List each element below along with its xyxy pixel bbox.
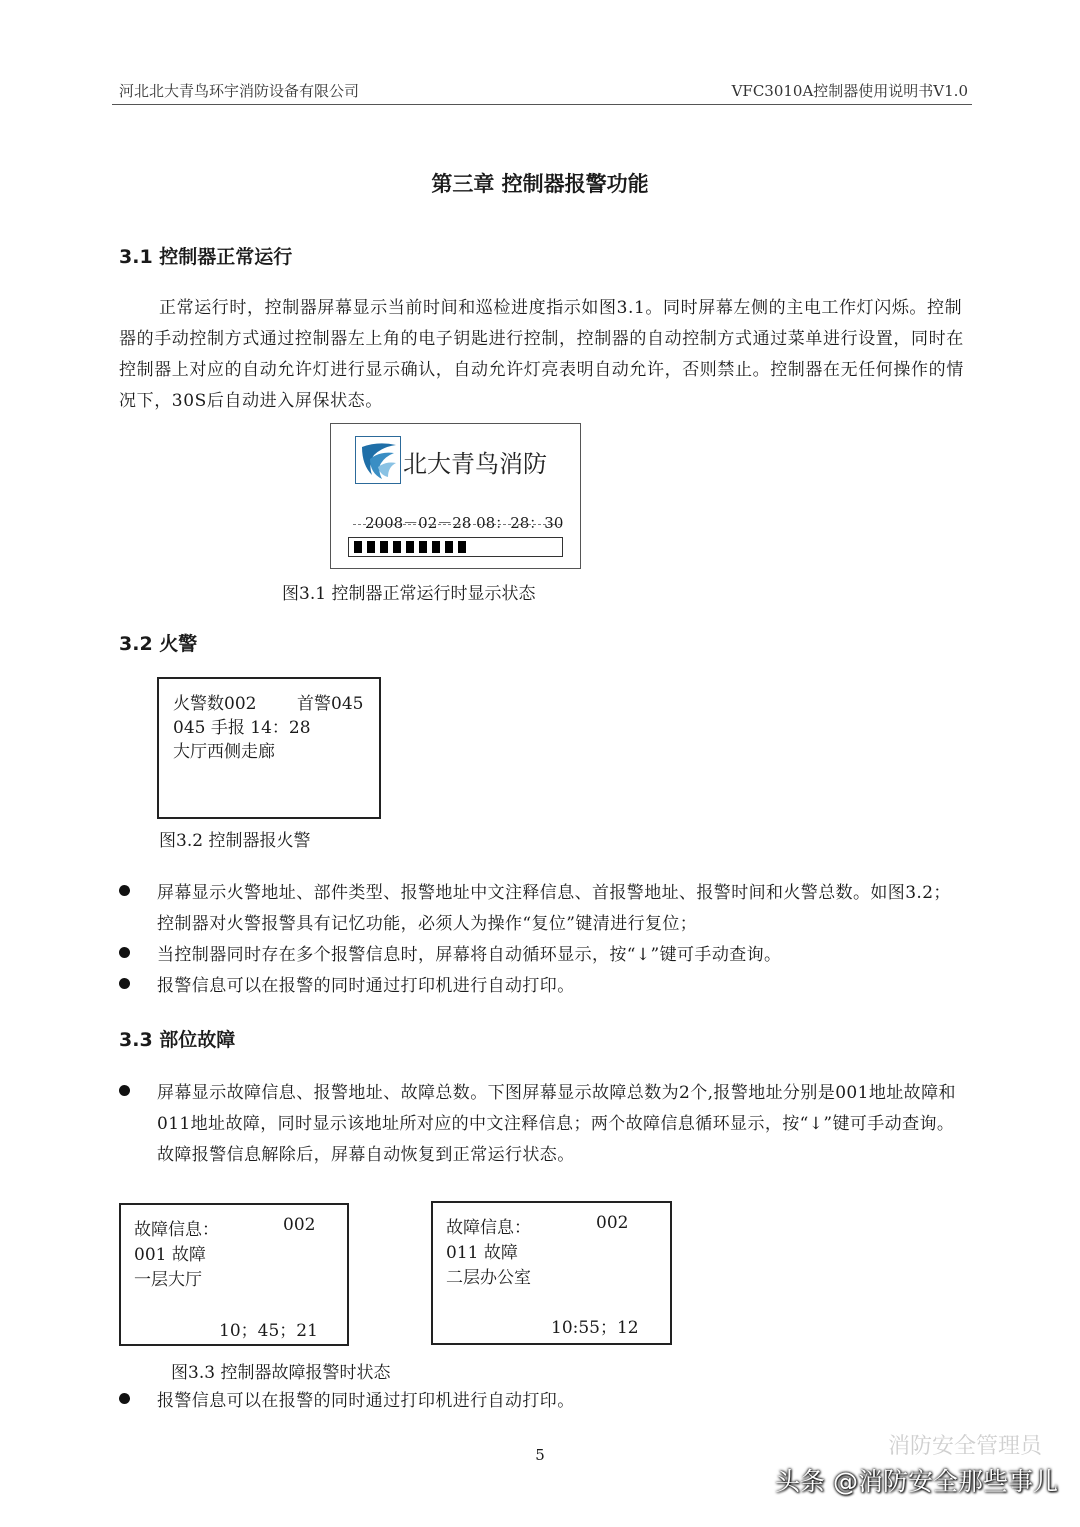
progress-segment	[458, 541, 466, 553]
figure-3-1-caption: 图3.1 控制器正常运行时显示状态	[282, 584, 536, 604]
fault-location: 二层办公室	[446, 1268, 531, 1288]
bullet-dot-icon	[119, 1393, 130, 1404]
bullet-dot-icon	[119, 1085, 130, 1096]
bullet-item: 屏幕显示故障信息、报警地址、故障总数。下图屏幕显示故障总数为2个,报警地址分别是001地址故障和011地址故障，同时显示该地址所对应的中文注释信息；两个故障信息循环显示，按“↓”键可手动查询。故障报警信息解除后，屏幕自动恢复到正常运行状态。	[119, 1078, 964, 1171]
section-3-1-title: 3.1 控制器正常运行	[119, 246, 293, 268]
alarm-location: 大厅西侧走廊	[173, 742, 275, 762]
progress-segment	[380, 541, 388, 553]
progress-segment	[354, 541, 362, 553]
progress-segment	[445, 541, 453, 553]
figure-3-2-caption: 图3.2 控制器报火警	[159, 831, 311, 851]
figure-3-3-caption: 图3.3 控制器故障报警时状态	[171, 1363, 391, 1383]
datetime-display: 2008－02－28 08：28：30	[365, 514, 564, 532]
chapter-title: 第三章 控制器报警功能	[431, 172, 649, 196]
progress-segment	[393, 541, 401, 553]
fault-count: 002	[283, 1215, 316, 1235]
bullet-item: 报警信息可以在报警的同时通过打印机进行自动打印。	[119, 1386, 964, 1417]
progress-segment	[432, 541, 440, 553]
fire-count: 火警数002	[173, 694, 257, 714]
bird-logo-icon	[355, 436, 401, 484]
figure-3-1-screen	[330, 423, 581, 569]
bullet-dot-icon	[119, 885, 130, 896]
alarm-detail: 045 手报 14：28	[173, 718, 311, 738]
figure-3-3-screen-a	[119, 1203, 349, 1346]
watermark-account: 消防安全管理员	[887, 1434, 1042, 1459]
fault-count: 002	[596, 1213, 629, 1233]
progress-segment	[406, 541, 414, 553]
patrol-progress-bar	[348, 537, 563, 557]
fault-info-label: 故障信息：	[446, 1218, 531, 1238]
progress-segment	[367, 541, 375, 553]
section-3-3-title: 3.3 部位故障	[119, 1029, 236, 1051]
bullet-dot-icon	[119, 947, 130, 958]
figure-3-2-screen	[157, 677, 381, 819]
page-number: 5	[535, 1446, 545, 1464]
progress-segment	[419, 541, 427, 553]
figure-3-3-screen-b	[431, 1201, 672, 1345]
brand-name: 北大青鸟消防	[403, 450, 547, 478]
fault-time: 10；45；21	[219, 1321, 318, 1341]
header-rule	[112, 104, 972, 105]
header-doc-title: VFC3010A控制器使用说明书V1.0	[731, 82, 968, 100]
bullet-item: 当控制器同时存在多个报警信息时，屏幕将自动循环显示，按“↓”键可手动查询。	[119, 940, 964, 971]
bullet-item: 报警信息可以在报警的同时通过打印机进行自动打印。	[119, 971, 964, 1002]
fault-address: 011 故障	[446, 1243, 518, 1263]
first-alarm: 首警045	[297, 694, 364, 714]
bullet-dot-icon	[119, 978, 130, 989]
fault-time: 10:55；12	[551, 1318, 639, 1338]
bullet-item: 屏幕显示火警地址、部件类型、报警地址中文注释信息、首报警地址、报警时间和火警总数。如图3.2；控制器对火警报警具有记忆功能，必须人为操作“复位”键清进行复位；	[119, 878, 964, 940]
section-3-1-paragraph: 正常运行时，控制器屏幕显示当前时间和巡检进度指示如图3.1。同时屏幕左侧的主电工作灯闪烁。控制器的手动控制方式通过控制器左上角的电子钥匙进行控制，控制器的自动控制方式通过菜单进行设置，同时在控制器上对应的自动允许灯进行显示确认，自动允许灯亮表明自动允许，否则禁止。控制器在无任何操作的情况下，30S后自动进入屏保状态。	[119, 298, 964, 411]
watermark-source: 头条 @消防安全那些事儿	[775, 1467, 1058, 1496]
fault-address: 001 故障	[134, 1245, 206, 1265]
header-company: 河北北大青鸟环宇消防设备有限公司	[119, 82, 360, 100]
section-3-2-title: 3.2 火警	[119, 633, 198, 655]
fault-info-label: 故障信息：	[134, 1220, 219, 1240]
fault-location: 一层大厅	[134, 1270, 202, 1290]
